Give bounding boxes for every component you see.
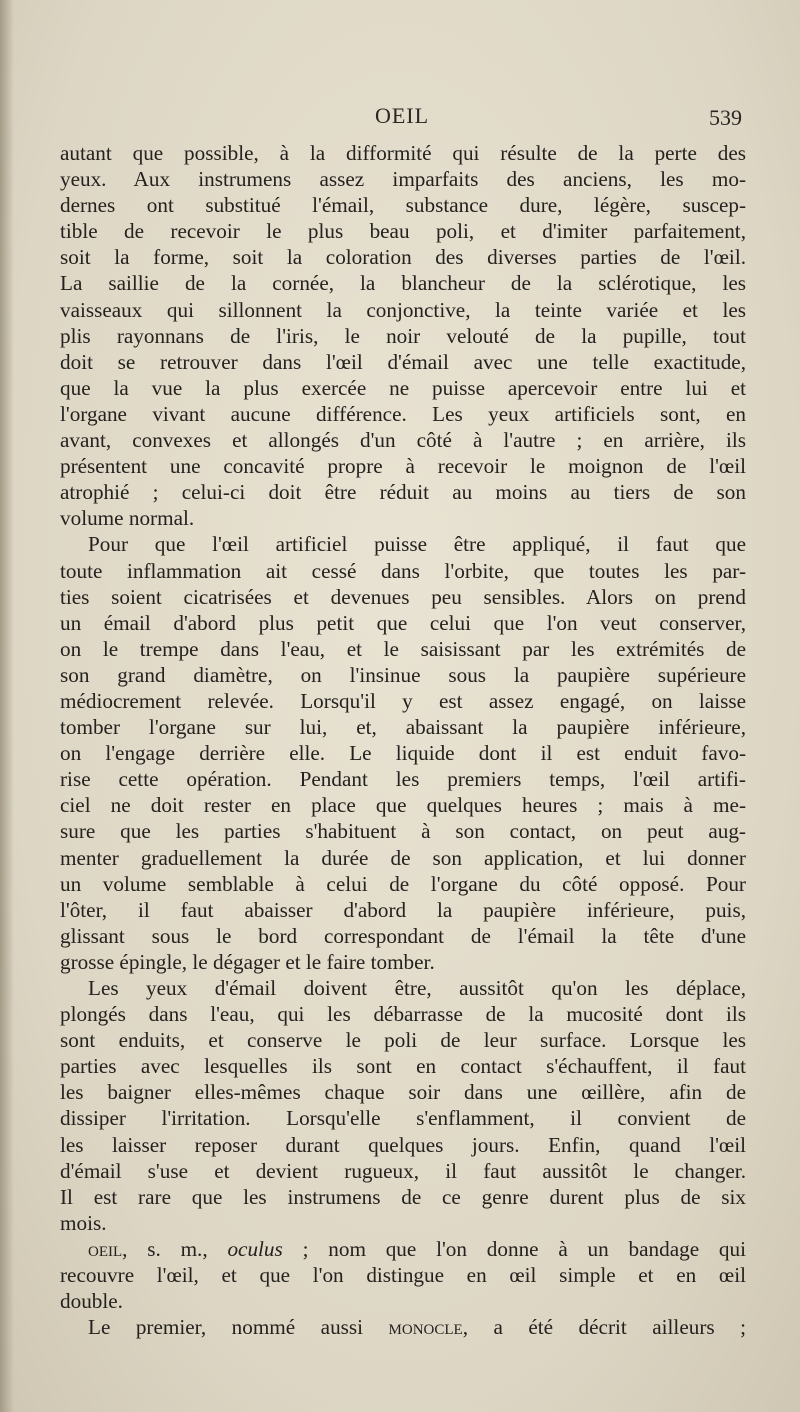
text-line: glissant sous le bord correspondant de l'émail la tête d'une — [60, 923, 746, 948]
final-smallcaps: monocle — [388, 1315, 463, 1340]
definition-term: oeil — [88, 1236, 123, 1261]
text-line: dissiper l'irritation. Lorsqu'elle s'enflamment, il convient de — [60, 1106, 746, 1131]
text-line: sont enduits, et conserve le poli de leur surface. Lorsque les — [60, 1028, 746, 1053]
text-line: ties soient cicatrisées et devenues peu sensibles. Alors on prend — [60, 584, 746, 609]
text-line: un émail d'abord plus petit que celui que l'on veut conserver, — [60, 610, 746, 635]
text-line: doit se retrouver dans l'œil d'émail avec une telle exactitude, — [60, 349, 746, 374]
final-after: , a été décrit ailleurs ; — [462, 1315, 746, 1340]
text-line: mois. — [60, 1210, 107, 1235]
text-line: soit la forme, soit la coloration des diverses parties de l'œil. — [60, 245, 746, 270]
final-before: Le premier, nommé aussi — [88, 1315, 389, 1340]
definition-latin: oculus — [227, 1236, 283, 1261]
text-line: un volume semblable à celui de l'organe du côté opposé. Pour — [60, 871, 746, 896]
text-line: La saillie de la cornée, la blancheur de la sclérotique, les — [60, 271, 746, 296]
text-line: l'ôter, il faut abaisser d'abord la paupière inférieure, puis, — [60, 897, 746, 922]
body-text — [60, 140, 746, 1340]
text-line: yeux. Aux instrumens assez imparfaits des anciens, les mo- — [60, 167, 746, 192]
text-line: vaisseaux qui sillonnent la conjonctive, la teinte variée et les — [60, 297, 746, 322]
page-number: 539 — [709, 105, 742, 130]
text-line: présentent une concavité propre à recevoir le moignon de l'œil — [60, 454, 746, 479]
text-line: Les yeux d'émail doivent être, aussitôt qu'on les déplace, — [88, 976, 746, 1000]
text-line: toute inflammation ait cessé dans l'orbite, que toutes les par- — [60, 558, 746, 583]
text-line: les baigner elles-mêmes chaque soir dans une œillère, afin de — [60, 1080, 746, 1105]
text-line: on l'engage derrière elle. Le liquide dont il est enduit favo- — [60, 741, 746, 766]
text-line: grosse épingle, le dégager et le faire tomber. — [60, 949, 435, 974]
page-header — [62, 103, 742, 137]
text-line: avant, convexes et allongés d'un côté à l'autre ; en arrière, ils — [60, 428, 746, 453]
text-line: plongés dans l'eau, qui les débarrasse de la mucosité dont ils — [60, 1002, 746, 1027]
definition-line — [60, 1236, 746, 1262]
text-line: menter graduellement la durée de son application, et lui donner — [60, 845, 746, 870]
text-line: médiocrement relevée. Lorsqu'il y est assez engagé, on laisse — [60, 688, 746, 713]
text-line: son grand diamètre, on l'insinue sous la paupière supérieure — [60, 662, 746, 687]
text-line: parties avec lesquelles ils sont en contact s'échauffent, il faut — [60, 1054, 746, 1079]
text-line: Il est rare que les instrumens de ce genre durent plus de six — [60, 1184, 746, 1209]
text-line: autant que possible, à la difformité qui résulte de la perte des — [60, 141, 746, 165]
definition-sep: , s. m., — [122, 1236, 228, 1261]
running-title: OEIL — [374, 103, 430, 128]
text-line: les laisser reposer durant quelques jours. Enfin, quand l'œil — [60, 1132, 746, 1157]
text-line: on le trempe dans l'eau, et le saisissant par les extrémités de — [60, 636, 746, 661]
definition-rest: ; nom que l'on donne à un bandage qui — [282, 1236, 746, 1261]
text-line: d'émail s'use et devient rugueux, il faut aussitôt le changer. — [60, 1158, 746, 1183]
text-line: plis rayonnans de l'iris, le noir velouté de la pupille, tout — [60, 323, 746, 348]
text-lines — [60, 140, 746, 1236]
text-line: volume normal. — [60, 506, 195, 531]
definition-line-3: double. — [60, 1289, 123, 1314]
definition-line-2: recouvre l'œil, et que l'on distingue en œil simple et en œil — [60, 1263, 746, 1288]
text-line: dernes ont substitué l'émail, substance dure, légère, suscep- — [60, 193, 746, 218]
text-line: que la vue la plus exercée ne puisse apercevoir entre lui et — [60, 375, 746, 400]
text-line: ciel ne doit rester en place que quelques heures ; mais à me- — [60, 793, 746, 818]
text-line: sure que les parties s'habituent à son contact, on peut aug- — [60, 819, 746, 844]
text-line: Pour que l'œil artificiel puisse être appliqué, il faut que — [88, 532, 746, 557]
text-line: l'organe vivant aucune différence. Les yeux artificiels sont, en — [60, 401, 746, 426]
text-line: tomber l'organe sur lui, et, abaissant la paupière inférieure, — [60, 715, 746, 740]
text-line: tible de recevoir le plus beau poli, et d'imiter parfaitement, — [60, 219, 746, 244]
text-line: atrophié ; celui-ci doit être réduit au moins au tiers de son — [60, 480, 746, 505]
text-line: rise cette opération. Pendant les premiers temps, l'œil artifi- — [60, 767, 746, 792]
final-line — [60, 1314, 746, 1340]
